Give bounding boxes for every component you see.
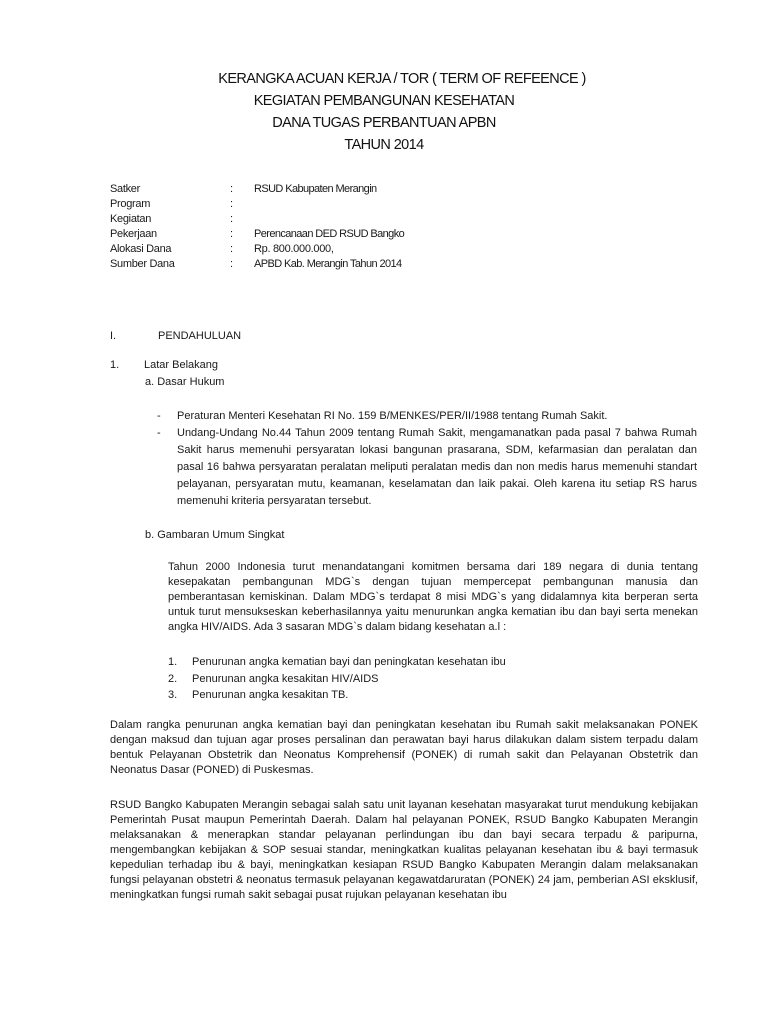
meta-colon: : [230,243,233,255]
subsection-a-heading: a. Dasar Hukum [145,376,225,388]
meta-key: Satker [110,183,140,195]
meta-key: Kegiatan [110,213,152,225]
paragraph-ponek: Dalam rangka penurunan angka kematian bayi dan peningkatan kesehatan ibu Rumah sakit melaksanakan PONEK dengan maksud dan tujuan agar proses persalinan dan perawatan bayi harus dilakukan dalam sistem terpadu dalam bentuk Pelayanan Obstetrik dan Neonatus Komprehensif (PONEK) di rumah sakit dan Pelayanan Obstetrik dan Neonatus Dasar (PONED) di Puskesmas. [110,719,698,776]
meta-row-program [110,197,404,212]
list-item-text: Undang-Undang No.44 Tahun 2009 tentang Rumah Sakit, mengamanatkan pada pasal 7 bahwa Rumah Sakit harus memenuhi persyaratan lokasi bangunan prasarana, SDM, kefarmasian dan peralatan dan pasal 16 bahwa persyaratan peralatan meliputi peralatan medis dan non medis harus memenuhi standart pelayanan, persyaratan mutu, keamanan, keselamatan dan laik pakai. Oleh karena itu setiap RS harus memenuhi kriteria persyaratan tersebut. [177,427,697,507]
title-line-2: KEGIATAN PEMBANGUNAN KESEHATAN [253,93,515,109]
meta-key: Pekerjaan [110,228,157,240]
meta-colon: : [230,183,233,195]
meta-row-sumber-dana [110,257,404,272]
meta-colon: : [230,258,233,270]
meta-value: RSUD Kabupaten Merangin [254,183,377,195]
meta-value: Rp. 800.000.000, [254,243,334,255]
meta-colon: : [230,228,233,240]
meta-row-kegiatan [110,212,404,227]
title-line-4: TAHUN 2014 [344,137,424,153]
section-heading [110,330,241,342]
meta-value: Perencanaan DED RSUD Bangko [254,228,405,240]
section-title: PENDAHULUAN [158,330,242,342]
legal-basis-list [157,408,697,510]
subsection-b-heading: b. Gambaran Umum Singkat [145,529,285,541]
metadata-table [110,182,404,272]
list-item [168,687,506,704]
list-item [157,408,697,425]
meta-row-alokasi-dana [110,242,404,257]
list-item [168,654,506,671]
list-item-number: 1. [168,656,178,668]
title-line-3: DANA TUGAS PERBANTUAN APBN [272,115,496,131]
meta-value: APBD Kab. Merangin Tahun 2014 [254,258,402,270]
paragraph-mdgs: Tahun 2000 Indonesia turut menandatangani komitmen bersama dari 189 negara di dunia tentang kesepakatan pembangunan MDG`s dengan tujuan mempercepat pembangunan manusia dan pemberantasan kemiskinan. Dalam MDG`s terdapat 8 misi MDG`s yang didalamnya kita berperan serta untuk turut mensukseskan keberhasilannya yaitu menurunkan angka kematian ibu dan bayi serta menekan angka HIV/AIDS. Ada 3 sasaran MDG`s dalam bidang kesehatan a.l : [168,561,698,633]
bullet-dash: - [157,410,161,422]
meta-colon: : [230,213,233,225]
meta-row-satker [110,182,404,197]
meta-row-pekerjaan [110,227,404,242]
subsection-number: 1. [110,359,120,371]
list-item-number: 3. [168,689,178,701]
list-item-number: 2. [168,672,178,685]
subsection-heading [110,358,218,373]
list-item-text: Penurunan angka kematian bayi dan peningkatan kesehatan ibu [192,656,506,668]
meta-key: Sumber Dana [110,258,175,270]
list-item-text: Penurunan angka kesakitan HIV/AIDS [192,672,379,685]
bullet-dash: - [157,427,161,439]
document-title [0,68,768,156]
paragraph-rsud-bangko: RSUD Bangko Kabupaten Merangin sebagai salah satu unit layanan kesehatan masyarakat turut mendukung kebijakan Pemerintah Pusat maupun Pemerintah Daerah. Dalam hal pelayanan PONEK, RSUD Bangko Kabupaten Merangin melaksanakan & menerapkan standar pelayanan perlindungan ibu dan bayi secara terpadu & paripurna, mengembangkan kebijakan & SOP sesuai standar, meningkatkan kualitas pelayanan kesehatan ibu & bayi termasuk kepedulian terhadap ibu & bayi, meningkatkan kesiapan RSUD Bangko Kabupaten Merangin dalam melaksanakan fungsi pelayanan obstetri & neonatus termasuk pelayanan kegawatdaruratan (PONEK) 24 jam, pemberian ASI eksklusif, meningkatkan fungsi rumah sakit sebagai pusat rujukan pelayanan kesehatan ibu [110,799,698,901]
title-line-1: KERANGKA ACUAN KERJA / TOR ( TERM OF REFEENCE ) [218,71,586,87]
meta-key: Program [110,198,151,210]
meta-key: Alokasi Dana [110,243,172,255]
list-item [157,425,697,510]
list-item-text: Penurunan angka kesakitan TB. [192,689,349,701]
mdg-targets-list [168,654,506,704]
section-number: I. [110,330,117,342]
list-item [168,671,506,688]
meta-colon: : [230,198,233,210]
list-item-text: Peraturan Menteri Kesehatan RI No. 159 B/MENKES/PER/II/1988 tentang Rumah Sakit. [177,410,608,422]
subsection-title: Latar Belakang [144,359,218,371]
